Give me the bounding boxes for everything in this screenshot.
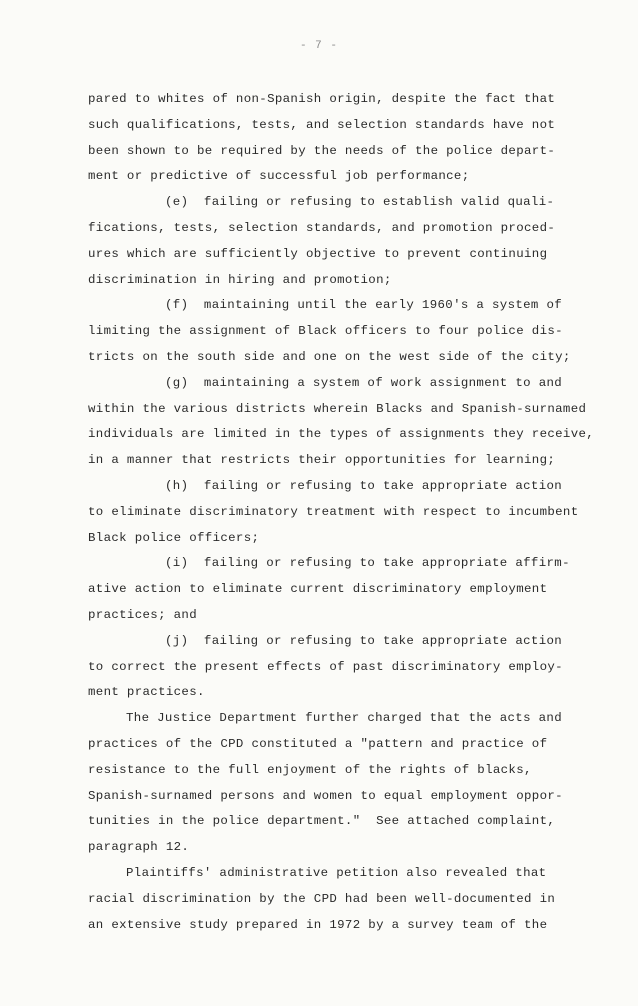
text-line: racial discrimination by the CPD had been well-documented in (88, 891, 556, 906)
text-line: ative action to eliminate current discriminatory employment (88, 582, 548, 597)
text-line: in a manner that restricts their opportunities for learning; (88, 453, 556, 468)
text-line: fications, tests, selection standards, and promotion proced- (88, 220, 556, 235)
text-line: ures which are sufficiently objective to prevent continuing (88, 246, 548, 261)
text-line: individuals are limited in the types of assignments they receive, (88, 427, 595, 442)
text-line: The Justice Department further charged that the acts and (126, 711, 562, 726)
page-number: - 7 - (299, 40, 338, 52)
text-line: within the various districts wherein Blacks and Spanish-surnamed (88, 401, 587, 416)
text-line: (f) maintaining until the early 1960's a system of (165, 298, 563, 313)
text-line: (e) failing or refusing to establish valid quali- (165, 195, 555, 210)
text-line: ment practices. (88, 685, 205, 700)
text-line: tricts on the south side and one on the west side of the city; (88, 349, 571, 364)
text-line: discrimination in hiring and promotion; (88, 272, 392, 287)
body-text (88, 87, 598, 938)
text-line: to correct the present effects of past discriminatory employ- (88, 659, 563, 674)
text-line: tunities in the police department." See attached complaint, (88, 814, 556, 829)
text-line: been shown to be required by the needs of the police depart- (88, 143, 556, 158)
text-line: limiting the assignment of Black officers to four police dis- (88, 324, 563, 339)
text-line: (h) failing or refusing to take appropriate action (165, 478, 563, 493)
text-line: practices of the CPD constituted a "pattern and practice of (88, 736, 548, 751)
text-line: to eliminate discriminatory treatment with respect to incumbent (88, 504, 579, 519)
text-line: Plaintiffs' administrative petition also revealed that (126, 865, 547, 880)
text-line: Spanish-surnamed persons and women to equal employment oppor- (88, 788, 563, 803)
text-line: Black police officers; (88, 530, 260, 545)
text-line: such qualifications, tests, and selection standards have not (88, 117, 556, 132)
text-line: resistance to the full enjoyment of the rights of blacks, (88, 762, 532, 777)
text-line: paragraph 12. (88, 840, 190, 855)
text-line: (j) failing or refusing to take appropriate action (165, 633, 563, 648)
text-line: ment or predictive of successful job performance; (88, 169, 470, 184)
text-line: pared to whites of non-Spanish origin, despite the fact that (88, 92, 556, 106)
text-line: an extensive study prepared in 1972 by a survey team of the (88, 917, 548, 932)
text-line: practices; and (88, 607, 197, 622)
text-line: (i) failing or refusing to take appropriate affirm- (165, 556, 570, 571)
text-line: (g) maintaining a system of work assignment to and (165, 375, 563, 390)
